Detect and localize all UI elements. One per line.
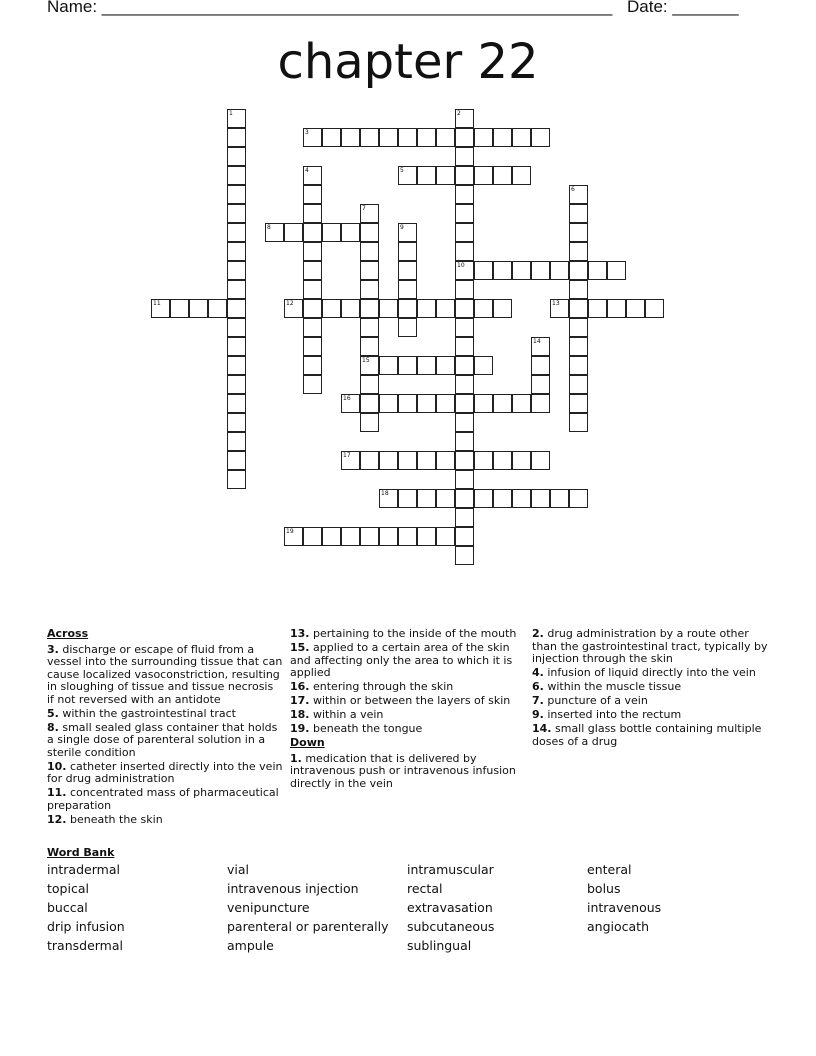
grid-cell[interactable] [284,223,303,242]
grid-cell[interactable] [474,356,493,375]
grid-cell[interactable] [607,299,626,318]
across-clue [290,709,526,722]
grid-cell[interactable] [398,242,417,261]
grid-cell[interactable] [436,394,455,413]
grid-cell[interactable] [436,299,455,318]
grid-cell[interactable] [227,356,246,375]
word-bank-item: venipuncture [227,900,310,915]
clue-number: 5. [47,706,59,720]
grid-cell[interactable] [417,128,436,147]
grid-cell[interactable] [455,242,474,261]
grid-cell[interactable] [303,261,322,280]
grid-cell[interactable] [227,432,246,451]
clue-text: within the gastrointestinal tract [58,706,236,720]
grid-cell[interactable] [569,337,588,356]
clue-number: 5 [400,167,404,174]
grid-cell[interactable] [322,223,341,242]
date-line[interactable]: Date: _______ [627,0,739,16]
across-clue [290,681,526,694]
clue-number: 18. [290,708,310,721]
grid-cell[interactable] [588,261,607,280]
grid-cell[interactable] [436,128,455,147]
grid-cell[interactable] [455,185,474,204]
word-bank-item: intravenous injection [227,881,359,896]
across-clue [47,708,283,721]
grid-cell[interactable] [569,242,588,261]
down-clue [532,723,768,748]
grid-cell[interactable] [379,356,398,375]
grid-cell[interactable] [208,299,227,318]
grid-cell[interactable] [512,394,531,413]
grid-cell[interactable] [360,299,379,318]
grid-cell[interactable] [645,299,664,318]
grid-cell[interactable] [360,413,379,432]
grid-cell[interactable] [227,451,246,470]
grid-cell[interactable] [626,299,645,318]
grid-cell[interactable] [512,489,531,508]
grid-cell[interactable] [360,242,379,261]
clue-number: 2 [457,110,461,117]
clue-number: 3 [305,129,309,136]
grid-cell[interactable] [322,128,341,147]
grid-cell[interactable] [189,299,208,318]
grid-cell[interactable] [303,280,322,299]
grid-cell[interactable] [531,489,550,508]
clue-text: discharge or escape of fluid from a vessel into the surrounding tissue that can cause localized vasoconstriction, resulting in sloughing of tissue and tissue necrosis if not reversed with an antidote [47,642,283,706]
puzzle-title: chapter 22 [277,34,539,90]
grid-cell[interactable] [379,394,398,413]
clue-number: 19 [286,528,294,535]
grid-cell[interactable] [398,489,417,508]
grid-cell[interactable] [569,204,588,223]
clue-number: 13. [290,627,310,640]
clue-number: 12 [286,300,294,307]
grid-cell[interactable] [436,527,455,546]
grid-cell[interactable] [227,185,246,204]
across-clue [290,642,526,680]
grid-cell[interactable] [303,242,322,261]
grid-cell[interactable] [284,527,303,546]
grid-cell[interactable] [455,261,474,280]
grid-cell[interactable] [569,185,588,204]
grid-cell[interactable] [227,223,246,242]
down-clue [532,667,768,680]
grid-cell[interactable] [227,147,246,166]
clue-text: medication that is delivered by intravenous push or intravenous infusion directly in the vein [290,751,516,790]
grid-cell[interactable] [417,394,436,413]
across-clue [47,787,283,812]
clue-text: concentrated mass of pharmaceutical preparation [47,786,279,812]
grid-cell[interactable] [512,261,531,280]
across-clue [290,723,526,736]
grid-cell[interactable] [303,337,322,356]
grid-cell[interactable] [398,318,417,337]
clue-text: beneath the skin [66,812,163,826]
grid-cell[interactable] [474,394,493,413]
clue-number: 9. [532,708,544,721]
grid-cell[interactable] [417,166,436,185]
clue-text: within a vein [309,708,384,721]
grid-cell[interactable] [379,489,398,508]
grid-cell[interactable] [227,470,246,489]
grid-cell[interactable] [455,147,474,166]
grid-cell[interactable] [569,394,588,413]
clue-number: 15 [362,357,370,364]
clue-number: 4 [305,167,309,174]
clues-column-2 [290,628,526,792]
grid-cell[interactable] [341,527,360,546]
clue-text: pertaining to the inside of the mouth [309,627,517,640]
grid-cell[interactable] [569,299,588,318]
clue-number: 10. [47,759,67,773]
grid-cell[interactable] [455,451,474,470]
across-clue [290,628,526,641]
grid-cell[interactable] [398,261,417,280]
word-bank-item: bolus [587,881,621,896]
grid-cell[interactable] [474,128,493,147]
grid-cell[interactable] [170,299,189,318]
grid-cell[interactable] [569,489,588,508]
grid-cell[interactable] [227,166,246,185]
grid-cell[interactable] [455,527,474,546]
clue-text: small sealed glass container that holds a single dose of parenteral solution in a sterile condition [47,720,278,759]
clue-text: catheter inserted directly into the vein for drug administration [47,759,283,785]
clue-number: 6. [532,680,544,693]
clue-text: inserted into the rectum [543,708,682,721]
grid-cell[interactable] [455,508,474,527]
clue-number: 8. [47,720,59,734]
grid-cell[interactable] [398,166,417,185]
grid-cell[interactable] [303,204,322,223]
clue-text: beneath the tongue [309,722,423,735]
grid-cell[interactable] [569,413,588,432]
grid-cell[interactable] [493,394,512,413]
grid-cell[interactable] [455,356,474,375]
grid-cell[interactable] [550,261,569,280]
grid-cell[interactable] [398,394,417,413]
grid-cell[interactable] [436,356,455,375]
grid-cell[interactable] [455,470,474,489]
grid-cell[interactable] [531,375,550,394]
grid-cell[interactable] [417,451,436,470]
grid-cell[interactable] [322,299,341,318]
word-bank-item: intradermal [47,862,120,877]
grid-cell[interactable] [474,166,493,185]
grid-cell[interactable] [493,128,512,147]
grid-cell[interactable] [474,451,493,470]
grid-cell[interactable] [227,337,246,356]
grid-cell[interactable] [341,128,360,147]
grid-cell[interactable] [607,261,626,280]
grid-cell[interactable] [303,299,322,318]
grid-cell[interactable] [303,527,322,546]
across-clue [290,695,526,708]
grid-cell[interactable] [227,375,246,394]
grid-cell[interactable] [455,546,474,565]
grid-cell[interactable] [455,318,474,337]
down-clue [290,753,526,791]
grid-cell[interactable] [531,356,550,375]
grid-cell[interactable] [512,166,531,185]
grid-cell[interactable] [227,318,246,337]
grid-cell[interactable] [360,280,379,299]
grid-cell[interactable] [379,527,398,546]
grid-cell[interactable] [303,375,322,394]
word-bank-item: parenteral or parenterally [227,919,389,934]
grid-cell[interactable] [436,451,455,470]
clue-number: 11. [47,786,67,799]
word-bank-item: enteral [587,862,632,877]
clues-column-1 [47,628,283,828]
grid-cell[interactable] [341,299,360,318]
word-bank-item: topical [47,881,89,896]
grid-cell[interactable] [398,128,417,147]
word-bank-item: ampule [227,938,274,953]
grid-cell[interactable] [531,128,550,147]
grid-cell[interactable] [227,280,246,299]
across-clue-list [47,644,283,827]
word-bank-item: drip infusion [47,919,125,934]
grid-cell[interactable] [493,451,512,470]
down-clue [532,628,768,666]
across-clue [47,761,283,786]
grid-cell[interactable] [455,223,474,242]
grid-cell[interactable] [398,223,417,242]
grid-cell[interactable] [455,280,474,299]
clue-number: 2. [532,627,544,640]
clue-number: 12. [47,812,67,826]
word-bank-item: sublingual [407,938,472,953]
clue-text: infusion of liquid directly into the vein [543,666,756,679]
grid-cell[interactable] [303,166,322,185]
grid-cell[interactable] [455,432,474,451]
clue-number: 1. [290,751,302,765]
grid-cell[interactable] [379,128,398,147]
clues-column-3 [532,628,768,750]
grid-cell[interactable] [322,527,341,546]
grid-cell[interactable] [455,166,474,185]
grid-cell[interactable] [569,356,588,375]
clue-text: within or between the layers of skin [309,694,511,707]
grid-cell[interactable] [474,299,493,318]
grid-cell[interactable] [360,204,379,223]
word-bank-item: subcutaneous [407,919,495,934]
grid-cell[interactable] [360,128,379,147]
grid-cell[interactable] [569,318,588,337]
clue-number: 8 [267,224,271,231]
grid-cell[interactable] [455,489,474,508]
clue-number: 9 [400,224,404,231]
down-heading: Down [290,736,325,749]
grid-cell[interactable] [360,261,379,280]
grid-cell[interactable] [474,261,493,280]
grid-cell[interactable] [303,185,322,204]
across-clue [47,814,283,827]
clue-number: 19. [290,722,310,735]
grid-cell[interactable] [455,413,474,432]
clue-number: 3. [47,642,59,656]
grid-cell[interactable] [512,451,531,470]
across-clue [47,644,283,707]
clue-text: small glass bottle containing multiple doses of a drug [532,722,762,748]
clue-number: 17. [290,694,310,707]
across-clue [47,722,283,760]
clue-number: 17 [343,452,351,459]
grid-cell[interactable] [512,128,531,147]
clue-number: 18 [381,490,389,497]
grid-cell[interactable] [398,527,417,546]
grid-cell[interactable] [360,527,379,546]
grid-cell[interactable] [569,261,588,280]
grid-cell[interactable] [455,128,474,147]
grid-cell[interactable] [227,204,246,223]
grid-cell[interactable] [493,261,512,280]
grid-cell[interactable] [303,356,322,375]
clue-text: within the muscle tissue [543,680,682,693]
grid-cell[interactable] [303,318,322,337]
grid-cell[interactable] [227,109,246,128]
clue-number: 1 [229,110,233,117]
word-bank-item: buccal [47,900,88,915]
down-clue [532,709,768,722]
word-bank-item: intravenous [587,900,662,915]
down-clue-list-continued [532,628,768,748]
grid-cell[interactable] [455,299,474,318]
grid-cell[interactable] [417,299,436,318]
grid-cell[interactable] [588,299,607,318]
grid-cell[interactable] [360,223,379,242]
grid-cell[interactable] [417,356,436,375]
grid-cell[interactable] [265,223,284,242]
grid-cell[interactable] [341,223,360,242]
down-clue [532,681,768,694]
grid-cell[interactable] [531,337,550,356]
grid-cell[interactable] [417,489,436,508]
clue-number: 7 [362,205,366,212]
grid-cell[interactable] [550,489,569,508]
grid-cell[interactable] [455,337,474,356]
grid-cell[interactable] [417,527,436,546]
word-bank-item: transdermal [47,938,123,953]
clue-number: 16 [343,395,351,402]
word-bank [47,862,767,957]
grid-cell[interactable] [474,489,493,508]
grid-cell[interactable] [360,451,379,470]
grid-cell[interactable] [341,451,360,470]
clue-text: entering through the skin [309,680,454,693]
grid-cell[interactable] [303,128,322,147]
grid-cell[interactable] [341,394,360,413]
grid-cell[interactable] [303,223,322,242]
word-bank-item: extravasation [407,900,493,915]
grid-cell[interactable] [436,166,455,185]
across-clue-list-continued [290,628,526,736]
grid-cell[interactable] [398,280,417,299]
grid-cell[interactable] [227,413,246,432]
grid-cell[interactable] [455,204,474,223]
grid-cell[interactable] [569,223,588,242]
clue-number: 15. [290,641,310,654]
grid-cell[interactable] [360,318,379,337]
grid-cell[interactable] [493,489,512,508]
grid-cell[interactable] [493,299,512,318]
grid-cell[interactable] [151,299,170,318]
clue-number: 14. [532,722,552,735]
grid-cell[interactable] [398,356,417,375]
name-line[interactable]: Name: ______________________________________________________ [47,0,613,16]
clue-number: 13 [552,300,560,307]
grid-cell[interactable] [398,451,417,470]
grid-cell[interactable] [227,299,246,318]
grid-cell[interactable] [569,375,588,394]
grid-cell[interactable] [531,261,550,280]
grid-cell[interactable] [569,280,588,299]
clue-number: 11 [153,300,161,307]
clue-number: 6 [571,186,575,193]
clue-text: drug administration by a route other than the gastrointestinal tract, typically by injection through the skin [532,627,768,665]
across-heading: Across [47,627,89,640]
clue-number: 7. [532,694,544,707]
grid-cell[interactable] [360,337,379,356]
grid-cell[interactable] [493,166,512,185]
grid-cell[interactable] [455,394,474,413]
grid-cell[interactable] [227,261,246,280]
grid-cell[interactable] [360,375,379,394]
grid-cell[interactable] [360,394,379,413]
grid-cell[interactable] [284,299,303,318]
clue-number: 4. [532,666,544,679]
grid-cell[interactable] [227,394,246,413]
down-clue-list [290,753,526,791]
grid-cell[interactable] [455,109,474,128]
word-bank-item: intramuscular [407,862,494,877]
clue-text: puncture of a vein [543,694,648,707]
grid-cell[interactable] [455,375,474,394]
grid-cell[interactable] [436,489,455,508]
clue-number: 14 [533,338,541,345]
clue-text: applied to a certain area of the skin and affecting only the area to which it is applied [290,641,513,679]
down-clue [532,695,768,708]
word-bank-heading: Word Bank [47,846,115,859]
grid-cell[interactable] [398,299,417,318]
grid-cell[interactable] [360,356,379,375]
grid-cell[interactable] [379,451,398,470]
clue-number: 16. [290,680,310,693]
grid-cell[interactable] [550,299,569,318]
grid-cell[interactable] [227,128,246,147]
word-bank-item: rectal [407,881,443,896]
grid-cell[interactable] [531,451,550,470]
grid-cell[interactable] [531,394,550,413]
word-bank-item: vial [227,862,250,877]
word-bank-item: angiocath [587,919,649,934]
grid-cell[interactable] [227,242,246,261]
clue-number: 10 [457,262,465,269]
grid-cell[interactable] [379,299,398,318]
